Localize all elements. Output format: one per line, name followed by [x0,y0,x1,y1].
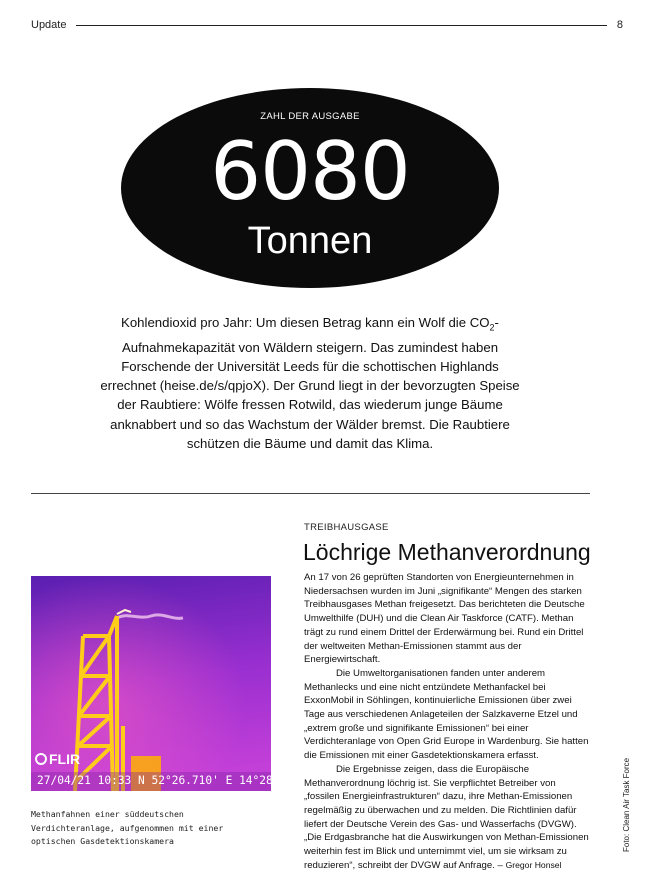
article-body [304,571,592,872]
page-header [31,17,623,33]
header-rule [76,25,606,26]
thermal-image-graphic [31,576,307,791]
page-number: 8 [616,19,623,31]
photo-caption: Methanfahnen einer süddeutschen Verdichteranlage, aufgenommen mit einer optischen Gasdetektionskamera [31,809,224,847]
feature-number: 6080 [210,125,410,218]
feature-text-part2: -Aufnahmekapazität von Wäldern steigern. Das zumindest haben Forschende der Universität Leeds für die schottischen Highlands errechnet (heise.de/s/qpjoX). Der Grund liegt in der bevorzugten Speise der Raubtiere: Wölfe fressen Rotwild, das wiederum junge Bäume anknabbert und so das Wachstum der Wälder bremst. Die Raubtiere schützen die Bäume und damit das Klima. [100,315,520,451]
article-paragraph: An 17 von 26 geprüften Standorten von Energieunternehmen in Niedersachsen wurden im Juni „signifikante“ Mengen des starken Treibhausgases Methan freigesetzt. Das berichteten die Deutsche Umwelthilfe (DUH) und die Clean Air Taskforce (CATF). Methan trägt zu rund einem Drittel der Erderwärmung bei. Rund ein Drittel der weltweiten Methan-Emissionen stammt aus der Energiewirtschaft. [304,572,585,666]
section-divider [31,493,590,494]
feature-unit: Tonnen [247,220,373,262]
feature-kicker: ZAHL DER AUSGABE [260,111,360,122]
feature-text-subscript: 2 [489,322,495,333]
article-category: TREIBHAUSGASE [304,522,389,533]
photo-credit: Foto: Clean Air Task Force [622,757,631,852]
paragraph-text: Die Ergebnisse zeigen, dass die Europäische Methanverordnung löchrig ist. Sie verpflichtet Betreiber von „fossilen Energieinfrastrukturen“ dazu, ihre Methan-Emissionen regelmäßig zu überwachen und zu melden. Die Richtlinien dafür liefert der Deutsche Verein des Gas- und Wasserfachs (DVGW). „Die Erdgasbranche hat die Auswirkungen von Methan-Emissionen weiterhin fest im Blick und unternimmt viel, um sie wirksam zu reduzieren“, schreibt der DVGW auf Anfrage. – [304,763,589,871]
section-label: Update [31,19,67,31]
article-paragraph: Die Umweltorganisationen fanden unter anderem Methanlecks und eine nicht entzündete Methanfackel bei ExxonMobil in Söhlingen, kontinuierliche Emissionen über zwei Tage aus verschiedenen Anlageteilen der Salzkaverne Etzel und „extrem große und signifikante Emissionen“ bei einer Verdichteranlage von Open Grid Europe in Wardenburg. Sie hatten die Emissionen mit einer Gasdetektionskamera erfasst. [304,667,589,762]
flir-brand: FLIR [49,751,81,767]
camera-overlay: 27/04/21 10:33 N 52°26.710' E 14°28.522' [37,774,307,787]
feature-text [100,313,520,453]
article-headline: Löchrige Methanverordnung [303,539,591,565]
article-author: Gregor Honsel [505,859,562,870]
article-paragraph [304,763,592,872]
feature-text-part1: Kohlendioxid pro Jahr: Um diesen Betrag kann ein Wolf die CO [121,315,490,330]
thermal-photo [31,576,307,791]
